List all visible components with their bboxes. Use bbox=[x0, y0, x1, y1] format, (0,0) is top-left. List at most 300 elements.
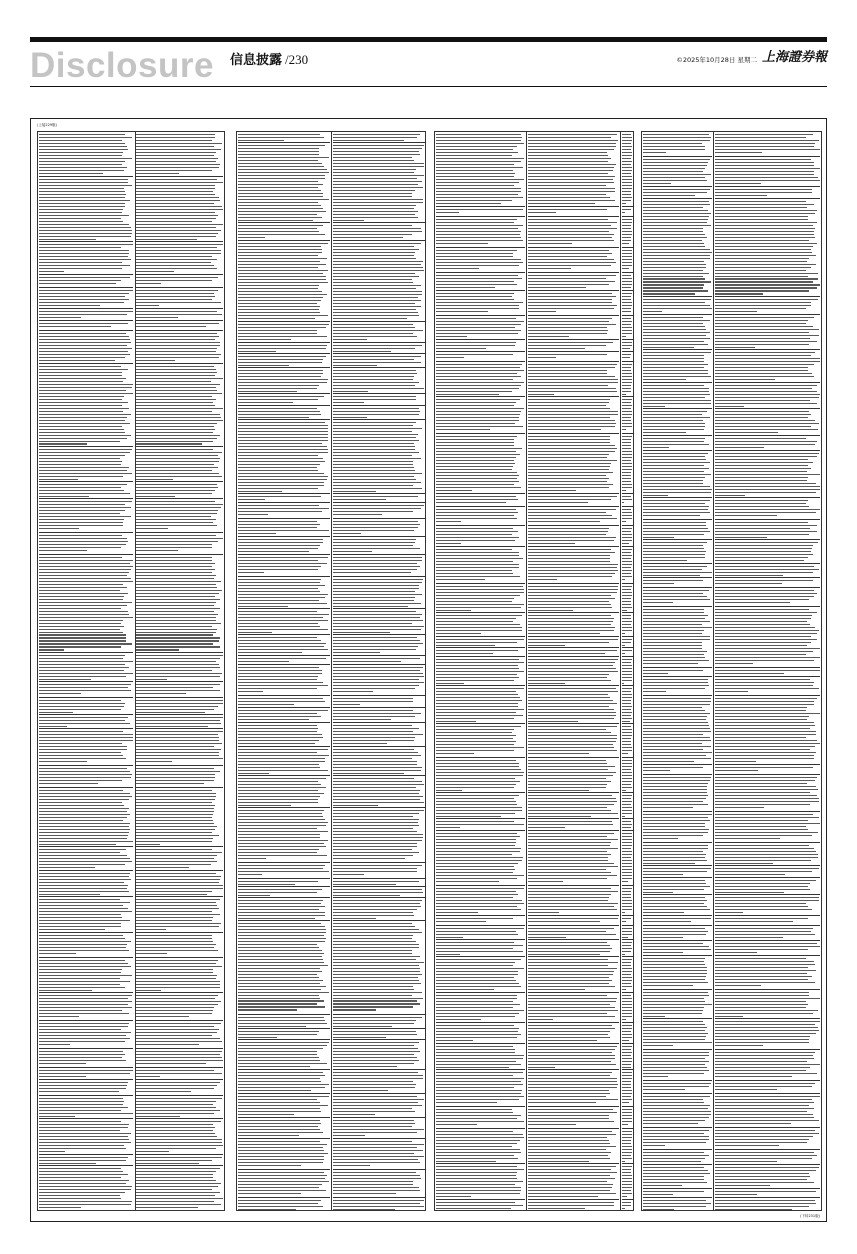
text-line bbox=[715, 701, 814, 702]
text-line bbox=[528, 423, 616, 424]
table-cell bbox=[136, 330, 223, 363]
text-line bbox=[715, 299, 818, 300]
text-line bbox=[39, 1010, 122, 1011]
text-line bbox=[39, 835, 129, 836]
text-line bbox=[238, 784, 321, 785]
text-line bbox=[39, 290, 133, 291]
text-line bbox=[436, 234, 520, 235]
text-line bbox=[136, 802, 212, 803]
text-line bbox=[622, 262, 632, 263]
table-cell bbox=[622, 830, 633, 885]
table-cell bbox=[39, 681, 134, 697]
text-line bbox=[643, 352, 711, 353]
text-line bbox=[238, 737, 323, 738]
table-cell bbox=[643, 667, 712, 676]
text-line bbox=[436, 515, 515, 516]
text-line bbox=[528, 1146, 617, 1147]
text-line bbox=[333, 511, 414, 512]
text-line bbox=[528, 891, 618, 892]
text-line bbox=[436, 836, 520, 837]
table-cell bbox=[39, 728, 134, 765]
text-line bbox=[238, 855, 328, 856]
text-line bbox=[39, 369, 129, 370]
table-cell bbox=[528, 1043, 619, 1069]
text-line bbox=[436, 197, 523, 198]
text-line bbox=[622, 364, 632, 365]
text-line bbox=[643, 379, 686, 380]
text-line bbox=[39, 357, 126, 358]
text-line bbox=[528, 747, 615, 748]
text-line bbox=[715, 871, 812, 872]
text-line bbox=[715, 537, 767, 538]
text-line bbox=[238, 1132, 323, 1133]
text-line bbox=[333, 1023, 414, 1024]
text-line bbox=[622, 164, 632, 165]
text-line bbox=[39, 194, 126, 195]
text-line bbox=[136, 587, 217, 588]
text-line bbox=[238, 542, 323, 543]
text-line bbox=[528, 454, 610, 455]
text-line bbox=[622, 197, 633, 198]
text-line bbox=[39, 602, 132, 603]
text-line bbox=[715, 403, 817, 404]
text-line bbox=[238, 935, 324, 936]
text-line bbox=[436, 330, 521, 331]
text-line bbox=[238, 923, 321, 924]
text-line bbox=[528, 598, 615, 599]
text-line bbox=[528, 948, 613, 949]
text-line bbox=[528, 299, 612, 300]
text-line bbox=[643, 761, 694, 762]
text-line bbox=[528, 305, 617, 306]
text-line bbox=[436, 509, 516, 510]
text-line bbox=[136, 1174, 213, 1175]
text-line bbox=[238, 273, 324, 274]
text-line bbox=[643, 725, 709, 726]
text-line bbox=[136, 357, 219, 358]
table-cell bbox=[622, 583, 633, 612]
text-line bbox=[436, 299, 515, 300]
text-line bbox=[715, 1030, 819, 1031]
text-line bbox=[136, 399, 215, 400]
text-line bbox=[643, 673, 668, 674]
text-line bbox=[622, 863, 633, 864]
text-line bbox=[715, 707, 807, 708]
table-cell bbox=[715, 186, 821, 198]
text-line bbox=[136, 375, 214, 376]
table-cell bbox=[643, 774, 712, 811]
text-line bbox=[333, 918, 377, 919]
text-line bbox=[528, 586, 619, 587]
table-cell bbox=[528, 647, 619, 656]
text-line bbox=[622, 1143, 632, 1144]
text-line bbox=[528, 615, 612, 616]
text-line bbox=[136, 720, 220, 721]
text-line bbox=[622, 854, 633, 855]
text-line bbox=[715, 1076, 792, 1077]
text-line bbox=[528, 848, 618, 849]
text-line bbox=[528, 801, 617, 802]
text-line bbox=[238, 172, 329, 173]
text-line bbox=[715, 630, 819, 631]
text-line bbox=[333, 1156, 425, 1157]
text-line bbox=[333, 597, 416, 598]
text-line bbox=[136, 490, 215, 491]
text-line bbox=[238, 977, 320, 978]
text-line bbox=[238, 1084, 330, 1085]
text-line bbox=[436, 998, 518, 999]
text-line bbox=[715, 376, 814, 377]
text-line bbox=[136, 417, 221, 418]
text-line bbox=[238, 557, 329, 558]
text-line bbox=[238, 214, 318, 215]
text-line bbox=[528, 662, 616, 663]
text-line bbox=[622, 921, 626, 922]
text-line bbox=[436, 866, 514, 867]
text-line bbox=[136, 452, 222, 453]
text-line bbox=[39, 354, 131, 355]
text-line bbox=[333, 881, 420, 882]
text-line bbox=[528, 732, 612, 733]
text-line bbox=[643, 495, 669, 496]
text-line bbox=[528, 921, 601, 922]
text-line bbox=[622, 1046, 632, 1047]
text-line bbox=[622, 1055, 632, 1056]
table-cell bbox=[238, 722, 330, 746]
text-line bbox=[436, 750, 515, 751]
text-line bbox=[39, 384, 133, 385]
text-line bbox=[136, 525, 216, 526]
table-cell bbox=[238, 1169, 330, 1197]
text-line bbox=[715, 685, 813, 686]
text-line bbox=[238, 431, 329, 432]
text-line bbox=[436, 423, 516, 424]
text-line bbox=[643, 509, 709, 510]
text-line bbox=[136, 435, 219, 436]
text-line bbox=[39, 905, 124, 906]
text-line bbox=[136, 888, 223, 889]
text-line bbox=[136, 1073, 222, 1074]
table-cell bbox=[238, 746, 330, 775]
text-line bbox=[643, 970, 708, 971]
text-line bbox=[528, 1181, 608, 1182]
text-line bbox=[528, 965, 609, 966]
text-line bbox=[643, 468, 709, 469]
text-line bbox=[622, 845, 632, 846]
text-line bbox=[238, 1009, 298, 1010]
text-line bbox=[528, 576, 612, 577]
text-line bbox=[715, 943, 817, 944]
table-cell bbox=[715, 1188, 821, 1197]
text-line bbox=[238, 865, 326, 866]
text-line bbox=[333, 959, 417, 960]
text-line bbox=[333, 246, 414, 247]
text-line bbox=[436, 1118, 518, 1119]
text-line bbox=[622, 579, 626, 580]
text-line bbox=[436, 278, 523, 279]
text-line bbox=[715, 137, 806, 138]
text-line bbox=[643, 1108, 709, 1109]
text-line bbox=[436, 1096, 525, 1097]
text-line bbox=[643, 261, 704, 262]
text-line bbox=[238, 796, 321, 797]
text-line bbox=[528, 426, 615, 427]
text-line bbox=[643, 361, 705, 362]
text-line bbox=[643, 255, 710, 256]
text-line bbox=[643, 832, 709, 833]
text-line bbox=[238, 145, 326, 146]
table-cell bbox=[136, 554, 223, 652]
text-line bbox=[643, 512, 710, 513]
text-line bbox=[528, 478, 610, 479]
text-line bbox=[238, 685, 329, 686]
text-line bbox=[136, 1195, 215, 1196]
text-line bbox=[528, 738, 618, 739]
text-line bbox=[238, 912, 326, 913]
text-line bbox=[238, 1165, 301, 1166]
text-line bbox=[436, 1166, 518, 1167]
text-line bbox=[238, 428, 329, 429]
text-line bbox=[136, 314, 221, 315]
text-line bbox=[622, 775, 633, 776]
text-line bbox=[622, 642, 632, 643]
text-line bbox=[136, 726, 208, 727]
text-line bbox=[643, 492, 711, 493]
text-line bbox=[136, 578, 214, 579]
text-line bbox=[643, 621, 711, 622]
table-cell bbox=[528, 433, 619, 493]
text-line bbox=[622, 152, 633, 153]
text-line bbox=[715, 522, 809, 523]
text-line bbox=[333, 151, 419, 152]
text-line bbox=[39, 858, 131, 859]
text-line bbox=[528, 857, 608, 858]
text-line bbox=[436, 212, 460, 213]
text-line bbox=[238, 688, 318, 689]
page-number: /230 bbox=[285, 52, 309, 67]
text-line bbox=[333, 330, 424, 331]
text-line bbox=[333, 1126, 413, 1127]
table-cell bbox=[643, 764, 712, 774]
text-line bbox=[39, 323, 129, 324]
text-line bbox=[715, 713, 820, 714]
text-line bbox=[333, 947, 420, 948]
table-cell bbox=[39, 787, 134, 846]
text-line bbox=[238, 986, 326, 987]
table-cell bbox=[643, 156, 712, 186]
text-line bbox=[436, 324, 522, 325]
text-line bbox=[136, 265, 214, 266]
text-line bbox=[715, 770, 758, 771]
text-line bbox=[622, 769, 632, 770]
text-line bbox=[238, 1172, 325, 1173]
text-line bbox=[622, 931, 633, 932]
text-line bbox=[643, 1173, 711, 1174]
text-line bbox=[643, 590, 709, 591]
text-line bbox=[238, 482, 324, 483]
text-line bbox=[333, 889, 422, 890]
text-line bbox=[622, 954, 625, 955]
text-line bbox=[528, 1131, 613, 1132]
text-line bbox=[238, 701, 325, 702]
text-line bbox=[39, 944, 127, 945]
text-line bbox=[528, 778, 606, 779]
text-line bbox=[436, 954, 461, 955]
text-line bbox=[622, 1067, 631, 1068]
text-line bbox=[622, 478, 632, 479]
text-line bbox=[136, 950, 218, 951]
text-line bbox=[136, 476, 222, 477]
text-line bbox=[622, 1037, 632, 1038]
text-line bbox=[622, 167, 632, 168]
text-line bbox=[39, 188, 124, 189]
text-line bbox=[715, 1191, 817, 1192]
text-line bbox=[715, 749, 810, 750]
table-cell bbox=[528, 830, 619, 885]
text-line bbox=[643, 462, 711, 463]
text-line bbox=[238, 1017, 325, 1018]
text-line bbox=[39, 563, 131, 564]
text-line bbox=[333, 359, 414, 360]
text-line bbox=[622, 839, 632, 840]
text-line bbox=[436, 379, 514, 380]
text-line bbox=[528, 543, 576, 544]
text-line bbox=[136, 280, 211, 281]
text-line bbox=[715, 1200, 815, 1201]
table-cell bbox=[622, 636, 633, 647]
text-line bbox=[136, 366, 213, 367]
text-line bbox=[528, 134, 618, 135]
text-line bbox=[333, 912, 414, 913]
text-line bbox=[643, 183, 671, 184]
text-line bbox=[136, 826, 216, 827]
table-cell bbox=[528, 818, 619, 830]
table-cell bbox=[136, 1020, 223, 1048]
text-line bbox=[528, 741, 617, 742]
text-line bbox=[643, 663, 699, 664]
text-line bbox=[715, 657, 820, 658]
text-line bbox=[436, 1025, 514, 1026]
text-line bbox=[136, 684, 220, 685]
text-line bbox=[238, 658, 326, 659]
text-line bbox=[333, 761, 418, 762]
text-line bbox=[333, 1045, 414, 1046]
text-line bbox=[436, 718, 514, 719]
text-line bbox=[622, 518, 633, 519]
text-line bbox=[643, 400, 712, 401]
text-line bbox=[238, 802, 318, 803]
text-line bbox=[436, 152, 519, 153]
text-line bbox=[528, 463, 611, 464]
text-line bbox=[39, 1174, 129, 1175]
text-line bbox=[333, 391, 369, 392]
text-line bbox=[333, 467, 415, 468]
text-line bbox=[333, 217, 419, 218]
text-line bbox=[528, 650, 618, 651]
text-line bbox=[333, 781, 423, 782]
text-line bbox=[643, 979, 705, 980]
text-line bbox=[333, 428, 423, 429]
text-line bbox=[39, 620, 123, 621]
text-line bbox=[528, 436, 611, 437]
text-line bbox=[136, 408, 223, 409]
text-line bbox=[436, 595, 521, 596]
text-line bbox=[136, 1023, 221, 1024]
text-line bbox=[528, 854, 612, 855]
text-line bbox=[622, 810, 633, 811]
text-line bbox=[643, 648, 703, 649]
text-line bbox=[238, 282, 329, 283]
text-line bbox=[643, 299, 712, 300]
text-line bbox=[622, 790, 627, 791]
table-cell bbox=[333, 807, 425, 862]
text-line bbox=[622, 804, 632, 805]
text-line bbox=[528, 370, 608, 371]
text-line bbox=[715, 670, 820, 671]
text-line bbox=[436, 601, 513, 602]
text-line bbox=[715, 420, 816, 421]
text-line bbox=[715, 453, 819, 454]
table-cell bbox=[715, 894, 821, 915]
text-line bbox=[436, 293, 514, 294]
text-line bbox=[715, 267, 811, 268]
table-cell bbox=[715, 382, 821, 408]
text-line bbox=[39, 1160, 127, 1161]
text-line bbox=[715, 636, 812, 637]
text-line bbox=[39, 1171, 123, 1172]
text-line bbox=[643, 817, 709, 818]
text-line bbox=[643, 162, 709, 163]
text-line bbox=[715, 716, 809, 717]
text-line bbox=[622, 1149, 632, 1150]
table-cell bbox=[436, 885, 525, 915]
text-line bbox=[333, 1203, 420, 1204]
text-line bbox=[238, 285, 319, 286]
table-cell bbox=[643, 296, 712, 314]
text-line bbox=[715, 234, 814, 235]
text-line bbox=[39, 614, 129, 615]
text-line bbox=[136, 1110, 219, 1111]
table-cell bbox=[528, 885, 619, 915]
text-line bbox=[622, 795, 633, 796]
table-cell bbox=[238, 886, 330, 897]
text-line bbox=[715, 761, 756, 762]
text-line bbox=[333, 1099, 425, 1100]
text-line bbox=[136, 464, 214, 465]
text-line bbox=[528, 721, 579, 722]
text-line bbox=[238, 971, 322, 972]
text-line bbox=[622, 327, 633, 328]
text-line bbox=[528, 1093, 610, 1094]
table-cell bbox=[136, 481, 223, 498]
text-line bbox=[39, 522, 123, 523]
text-line bbox=[528, 402, 610, 403]
text-line bbox=[333, 1108, 413, 1109]
text-line bbox=[39, 617, 133, 618]
table-cell bbox=[436, 1199, 525, 1211]
table-cell bbox=[715, 408, 821, 435]
text-line bbox=[436, 209, 524, 210]
text-line bbox=[333, 737, 416, 738]
text-line bbox=[528, 772, 617, 773]
text-line bbox=[39, 1192, 126, 1193]
text-line bbox=[715, 1139, 809, 1140]
text-line bbox=[643, 1182, 708, 1183]
text-line bbox=[39, 432, 125, 433]
text-line bbox=[715, 1105, 809, 1106]
text-line bbox=[333, 962, 424, 963]
text-line bbox=[238, 154, 319, 155]
